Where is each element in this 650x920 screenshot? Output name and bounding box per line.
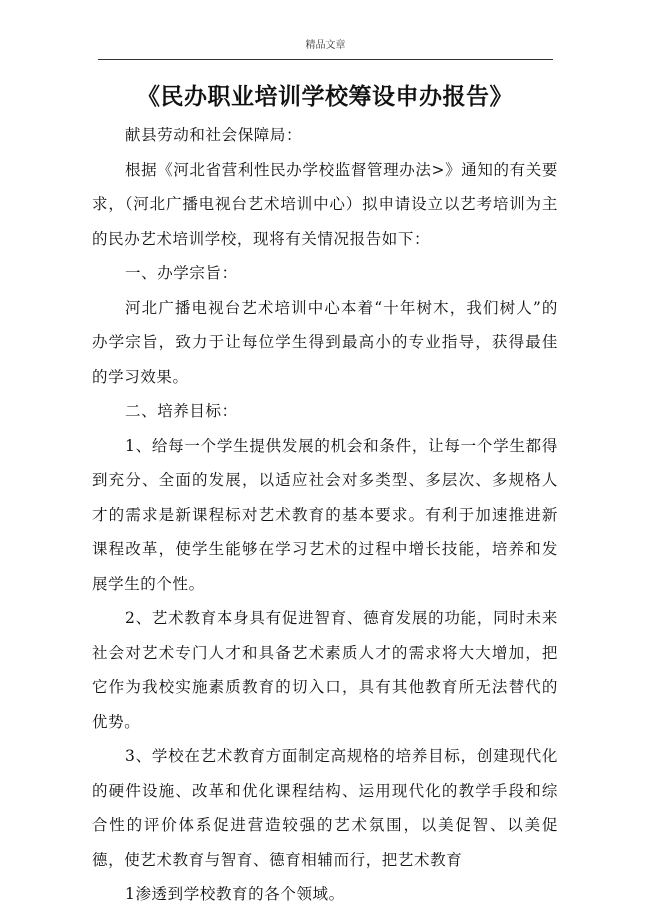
page-header: [98, 0, 553, 64]
purpose-paragraph: 河北广播电视台艺术培训中心本着“十年树木，我们树人”的办学宗旨，致力于让每位学生得到最高小的专业指导，获得最佳的学习效果。: [92, 298, 558, 386]
header-label: 精品文章: [305, 40, 346, 51]
document-title: 《民办职业培训学校筹设申办报告》: [137, 83, 513, 110]
section-heading-purpose: 一、办学宗旨：: [125, 264, 238, 282]
goal-paragraph-3: 3、学校在艺术教育方面制定高规格的培养目标，创建现代化的硬件设施、改革和优化课程结构、运用现代化的教学手段和综合性的评价体系促进营造较强的艺术氛围，以美促智、以美促德，使艺术教育与智育、德育相辅而行，把艺术教育: [92, 747, 558, 869]
salutation: 献县劳动和社会保障局：: [125, 126, 303, 144]
intro-paragraph: 根据《河北省营利性民办学校监督管理办法>》通知的有关要求，（河北广播电视台艺术培训中心）拟申请设立以艺考培训为主的民办艺术培训学校，现将有关情况报告如下：: [92, 160, 558, 248]
header-divider: [98, 59, 553, 60]
section-heading-goals: 二、培养目标：: [125, 402, 238, 420]
goal-paragraph-2: 2、艺术教育本身具有促进智育、德育发展的功能，同时未来社会对艺术专门人才和具备艺术素质人才的需求将大大增加，把它作为我校实施素质教育的切入口，具有其他教育所无法替代的优势。: [92, 609, 558, 731]
document-body: [92, 118, 558, 912]
goal-paragraph-3-continued: 1渗透到学校教育的各个领域。: [125, 885, 345, 903]
goal-paragraph-1: 1、给每一个学生提供发展的机会和条件，让每一个学生都得到充分、全面的发展，以适应社会对多类型、多层次、多规格人才的需求是新课程标对艺术教育的基本要求。有利于加速推进新课程改革，使学生能够在学习艺术的过程中增长技能，培养和发展学生的个性。: [92, 436, 558, 593]
